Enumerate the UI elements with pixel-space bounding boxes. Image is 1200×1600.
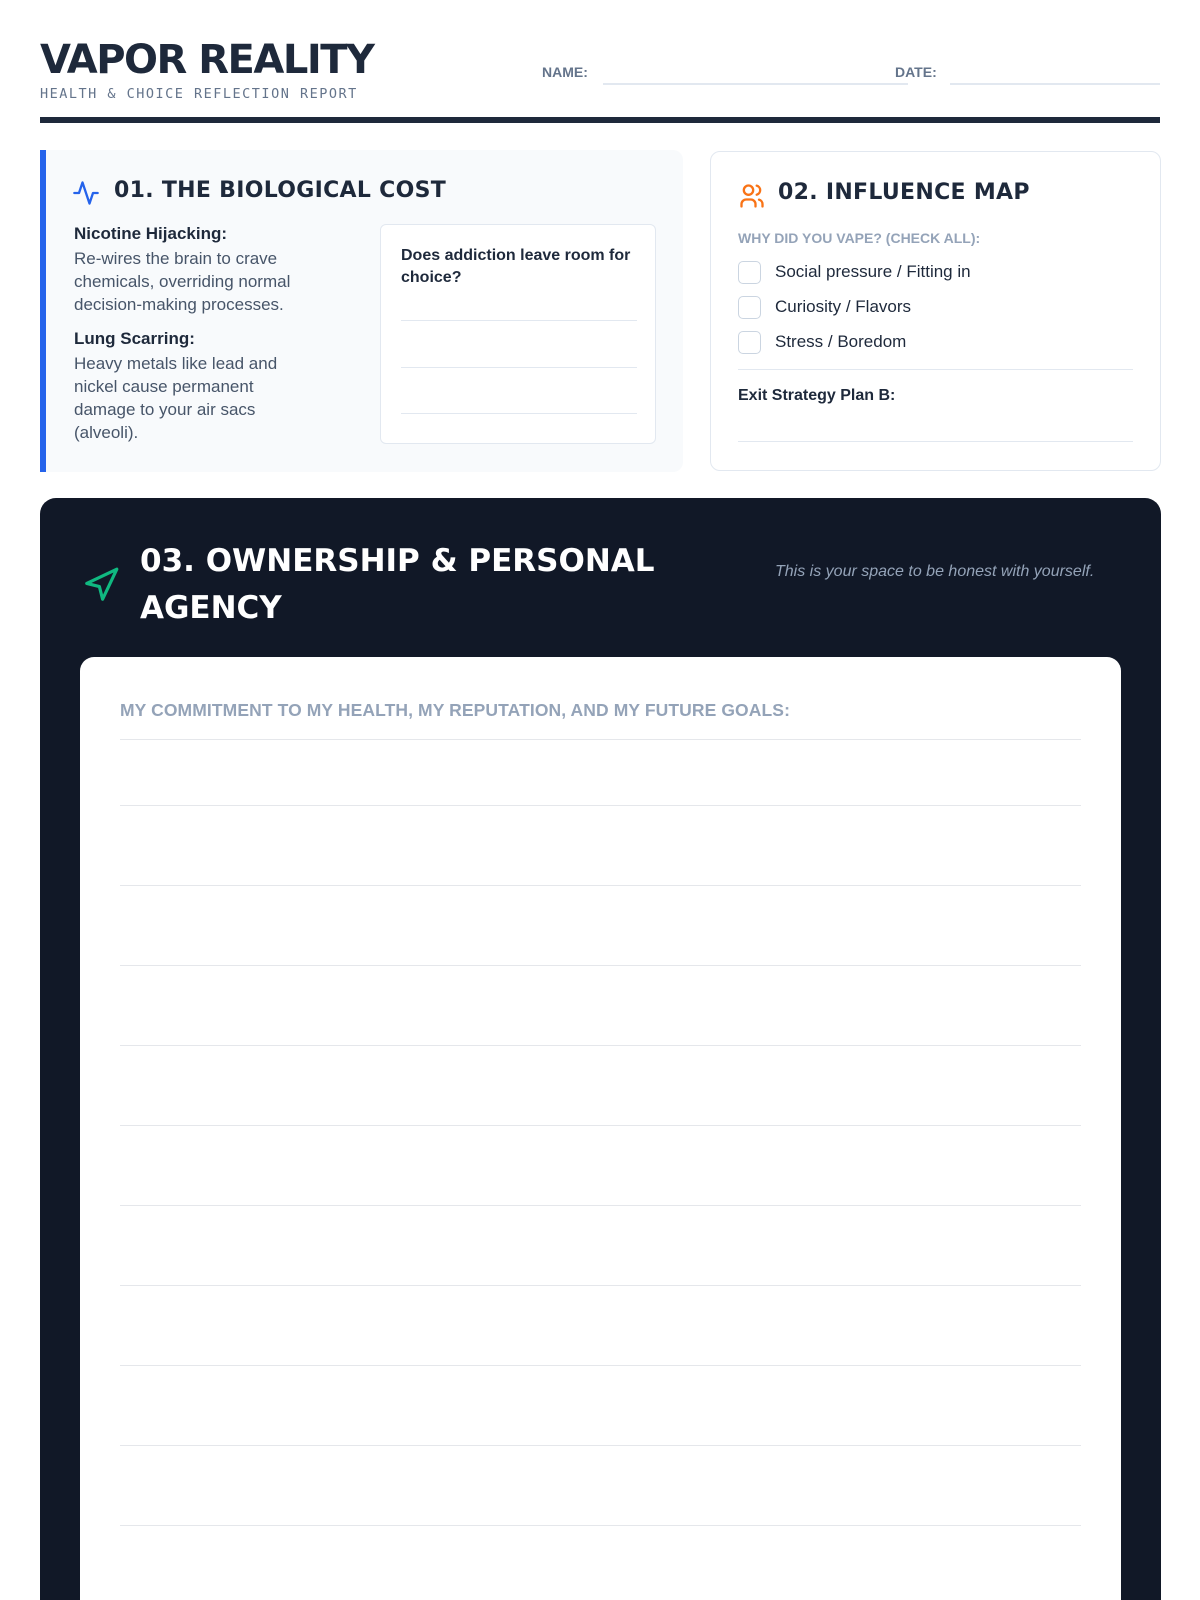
- header-divider: [40, 117, 1160, 123]
- section2-title: 02. INFLUENCE MAP: [778, 180, 1030, 205]
- writing-line[interactable]: [120, 805, 1081, 806]
- writing-line[interactable]: [120, 1205, 1081, 1206]
- send-icon: [82, 566, 120, 604]
- divider: [738, 369, 1133, 370]
- desc-lung-scarring: Heavy metals like lead and nickel cause permanent damage to your air sacs (alveoli).: [74, 354, 278, 442]
- checkbox[interactable]: [738, 261, 761, 284]
- writing-line[interactable]: [120, 965, 1081, 966]
- name-label: NAME:: [542, 64, 588, 80]
- writing-line[interactable]: [120, 739, 1081, 740]
- writing-line[interactable]: [120, 885, 1081, 886]
- option-label: Social pressure / Fitting in: [775, 262, 971, 281]
- name-field[interactable]: [603, 83, 908, 85]
- choice-question-box: [380, 224, 656, 444]
- exit-strategy-field[interactable]: [738, 441, 1133, 442]
- checkbox[interactable]: [738, 296, 761, 319]
- term-nicotine-hijacking: Nicotine Hijacking:: [74, 224, 228, 243]
- writing-line[interactable]: [120, 1125, 1081, 1126]
- activity-icon: [72, 179, 100, 207]
- writing-line[interactable]: [120, 1285, 1081, 1286]
- report-title: VAPOR REALITY: [40, 37, 374, 83]
- date-field[interactable]: [950, 83, 1160, 85]
- checkbox[interactable]: [738, 331, 761, 354]
- answer-line[interactable]: [401, 320, 637, 321]
- report-subtitle: HEALTH & CHOICE REFLECTION REPORT: [40, 86, 358, 102]
- writing-line[interactable]: [120, 1525, 1081, 1526]
- choice-question: Does addiction leave room for choice?: [401, 247, 631, 286]
- section1-title: 01. THE BIOLOGICAL COST: [114, 178, 447, 203]
- term-lung-scarring: Lung Scarring:: [74, 329, 195, 348]
- section3-note: This is your space to be honest with yourself.: [775, 563, 1095, 580]
- checklist-label: WHY DID YOU VAPE? (CHECK ALL):: [738, 230, 981, 246]
- option-label: Curiosity / Flavors: [775, 297, 912, 316]
- commitment-label: MY COMMITMENT TO MY HEALTH, MY REPUTATION, AND MY FUTURE GOALS:: [120, 700, 791, 720]
- writing-line[interactable]: [120, 1045, 1081, 1046]
- report-header: [40, 36, 1160, 124]
- section3-title: 03. OWNERSHIP & PERSONAL AGENCY: [140, 543, 655, 626]
- writing-area[interactable]: [80, 657, 1121, 1600]
- option-label: Stress / Boredom: [775, 332, 907, 351]
- users-icon: [738, 182, 766, 210]
- desc-nicotine-hijacking: Re-wires the brain to crave chemicals, overriding normal decision-making processes.: [74, 249, 291, 314]
- answer-line[interactable]: [401, 413, 637, 414]
- writing-line[interactable]: [120, 1365, 1081, 1366]
- date-label: DATE:: [895, 64, 937, 80]
- answer-line[interactable]: [401, 367, 637, 368]
- exit-strategy-label: Exit Strategy Plan B:: [738, 387, 896, 404]
- writing-line[interactable]: [120, 1445, 1081, 1446]
